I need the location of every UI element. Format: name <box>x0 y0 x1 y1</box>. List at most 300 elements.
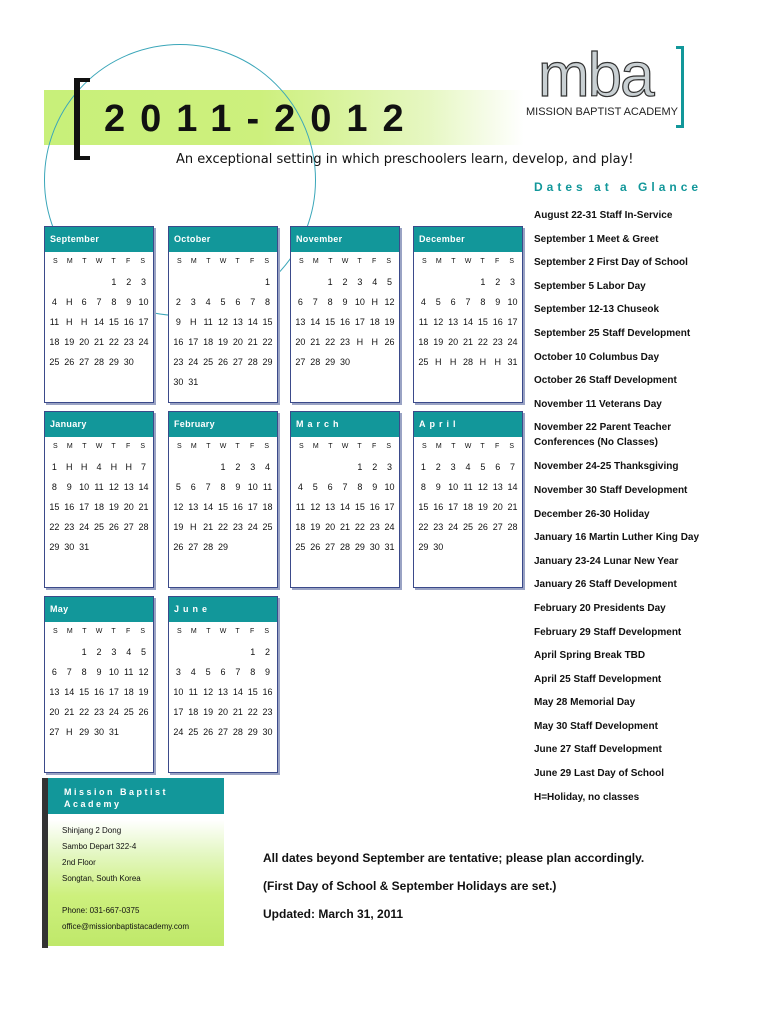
weekday-label: T <box>235 628 240 635</box>
glance-item: June 29 Last Day of School <box>534 768 665 780</box>
day-cell: 27 <box>325 542 336 552</box>
day-cell: 20 <box>492 502 503 512</box>
day-cell: 21 <box>232 707 243 717</box>
day-cell: 27 <box>492 522 503 532</box>
day-cell: 6 <box>450 297 456 307</box>
dates-list <box>534 206 730 811</box>
day-cell: 20 <box>79 337 90 347</box>
day-cell: 18 <box>369 317 380 327</box>
glance-item: August 22-31 Staff In-Service <box>534 210 673 221</box>
day-cell: 25 <box>462 522 473 532</box>
day-cell: 6 <box>327 482 333 492</box>
day-cell <box>201 642 216 662</box>
contact-line: Songtan, South Korea <box>62 874 141 883</box>
day-cell: 16 <box>232 502 243 512</box>
day-cell: 27 <box>232 357 243 367</box>
weekday-label: M <box>190 628 197 635</box>
day-cell: 3 <box>190 297 196 307</box>
glance-title: Dates at a Glance <box>534 180 703 194</box>
day-cell: 23 <box>492 337 503 347</box>
weekday-label: T <box>328 443 333 450</box>
day-cell: 29 <box>79 727 90 737</box>
day-cell: 4 <box>372 277 378 287</box>
weekday-label: S <box>140 443 146 450</box>
weekday-label: T <box>82 628 87 635</box>
glance-item: June 27 Staff Development <box>534 744 662 756</box>
day-cell: 17 <box>507 317 518 327</box>
glance-item: September 2 First Day of School <box>534 257 688 269</box>
day-cell: 8 <box>327 297 333 307</box>
day-cell: 15 <box>108 317 119 327</box>
day-cell: 29 <box>217 542 228 552</box>
day-cell: 18 <box>462 502 473 512</box>
day-cell <box>416 272 431 292</box>
weekday-header <box>291 256 399 268</box>
holiday-cell: H <box>356 337 364 347</box>
day-cell: 5 <box>312 482 318 492</box>
day-cell: 18 <box>123 687 134 697</box>
day-cell: 12 <box>477 482 488 492</box>
day-cell: 28 <box>138 522 149 532</box>
day-cell: 1 <box>420 462 426 472</box>
tagline: An exceptional setting in which preschoolers learn, develop, and play! <box>176 152 634 167</box>
day-cell: 15 <box>217 502 228 512</box>
day-cell: 12 <box>203 687 214 697</box>
day-cell: 9 <box>126 297 132 307</box>
weekday-label: S <box>176 443 182 450</box>
calendar-day-grid <box>169 642 277 742</box>
day-cell: 6 <box>235 297 241 307</box>
weekday-header <box>169 441 277 453</box>
day-cell <box>77 272 92 292</box>
day-cell: 5 <box>205 667 211 677</box>
day-cell: 21 <box>507 502 518 512</box>
day-cell: 5 <box>141 647 147 657</box>
day-cell: 14 <box>507 482 518 492</box>
holiday-cell: H <box>110 462 118 472</box>
day-cell: 28 <box>462 357 473 367</box>
day-cell <box>308 272 323 292</box>
holiday-cell: H <box>66 317 73 327</box>
weekday-label: M <box>312 443 319 450</box>
weekday-header <box>291 441 399 453</box>
day-cell: 6 <box>220 667 226 677</box>
day-cell: 23 <box>123 337 134 347</box>
day-cell: 2 <box>175 297 181 307</box>
calendar-september <box>44 226 154 403</box>
holiday-cell: H <box>125 462 132 472</box>
day-cell: 23 <box>433 522 444 532</box>
holiday-cell: H <box>494 357 501 367</box>
day-cell: 23 <box>93 707 104 717</box>
day-cell: 13 <box>295 317 306 327</box>
day-cell <box>47 272 62 292</box>
weekday-label: S <box>386 258 392 265</box>
weekday-label: F <box>249 628 255 635</box>
day-cell: 9 <box>265 667 271 677</box>
day-cell: 16 <box>433 502 444 512</box>
holiday-cell: H <box>66 297 73 307</box>
day-cell: 29 <box>247 727 258 737</box>
day-cell: 3 <box>387 462 393 472</box>
day-cell: 1 <box>480 277 486 287</box>
day-cell: 23 <box>339 337 350 347</box>
weekday-label: W <box>95 258 103 265</box>
weekday-label: W <box>95 628 103 635</box>
day-cell: 11 <box>262 482 273 492</box>
day-cell: 21 <box>203 522 214 532</box>
day-cell: 10 <box>384 482 395 492</box>
day-cell: 20 <box>49 707 60 717</box>
day-cell: 16 <box>492 317 503 327</box>
day-cell <box>230 642 245 662</box>
day-cell: 19 <box>217 337 228 347</box>
day-cell: 1 <box>51 462 57 472</box>
weekday-header <box>169 256 277 268</box>
day-cell: 24 <box>188 357 199 367</box>
weekday-label: F <box>371 258 377 265</box>
calendar-day-grid <box>45 457 153 557</box>
day-cell: 28 <box>203 542 214 552</box>
holiday-cell: H <box>190 522 197 532</box>
day-cell: 27 <box>295 357 306 367</box>
day-cell: 26 <box>138 707 149 717</box>
day-cell: 10 <box>247 482 258 492</box>
weekday-label: W <box>341 443 349 450</box>
calendar-month-name: November <box>291 227 399 252</box>
day-cell: 25 <box>123 707 134 717</box>
contact-line <box>62 890 189 906</box>
weekday-label: F <box>125 258 131 265</box>
note-tentative: All dates beyond September are tentative; please plan accordingly. <box>263 851 645 865</box>
weekday-label: T <box>82 258 87 265</box>
day-cell: 27 <box>49 727 60 737</box>
weekday-header <box>414 256 522 268</box>
holiday-cell: H <box>371 297 378 307</box>
day-cell: 12 <box>384 297 395 307</box>
day-cell: 16 <box>369 502 380 512</box>
day-cell: 1 <box>357 462 363 472</box>
calendar-month-name: September <box>45 227 153 252</box>
day-cell <box>201 457 216 477</box>
day-cell: 5 <box>220 297 226 307</box>
calendar-day-grid <box>169 272 277 392</box>
weekday-header <box>45 626 153 638</box>
weekday-label: W <box>219 628 227 635</box>
day-cell <box>293 272 308 292</box>
calendar-day-grid <box>414 272 522 372</box>
calendar-february <box>168 411 278 588</box>
day-cell: 14 <box>339 502 350 512</box>
holiday-cell: H <box>80 462 88 472</box>
calendar-october <box>168 226 278 403</box>
contact-address <box>62 826 189 938</box>
day-cell: 31 <box>507 357 518 367</box>
logo-bracket <box>676 46 684 128</box>
day-cell: 14 <box>462 317 473 327</box>
day-cell: 12 <box>310 502 321 512</box>
weekday-label: S <box>386 443 392 450</box>
holiday-cell: H <box>66 727 73 737</box>
logo-letters: mba <box>538 41 653 110</box>
day-cell: 16 <box>123 317 134 327</box>
day-cell: 19 <box>203 707 214 717</box>
day-cell: 6 <box>297 297 303 307</box>
day-cell: 19 <box>384 317 395 327</box>
day-cell: 9 <box>342 297 348 307</box>
day-cell: 21 <box>64 707 75 717</box>
day-cell: 31 <box>188 377 199 387</box>
day-cell: 3 <box>175 667 181 677</box>
weekday-label: T <box>235 443 240 450</box>
weekday-label: T <box>451 258 456 265</box>
day-cell: 18 <box>262 502 273 512</box>
weekday-label: T <box>206 258 211 265</box>
day-cell: 16 <box>262 687 273 697</box>
day-cell: 9 <box>175 317 181 327</box>
day-cell: 3 <box>510 277 516 287</box>
day-cell <box>230 272 245 292</box>
day-cell: 22 <box>418 522 429 532</box>
contact-line: Phone: 031-667-0375 <box>62 906 140 915</box>
glance-item: January 26 Staff Development <box>534 579 677 591</box>
glance-item: December 26-30 Holiday <box>534 508 650 520</box>
weekday-label: F <box>494 258 500 265</box>
day-cell: 7 <box>96 297 102 307</box>
day-cell: 4 <box>51 297 57 307</box>
day-cell: 6 <box>81 297 87 307</box>
day-cell <box>431 272 446 292</box>
calendar-june <box>168 596 278 773</box>
weekday-label: T <box>451 443 456 450</box>
day-cell: 8 <box>265 297 271 307</box>
day-cell: 14 <box>93 317 104 327</box>
academy-logo <box>512 41 688 132</box>
contact-line: 2nd Floor <box>62 858 96 867</box>
day-cell: 8 <box>111 297 117 307</box>
day-cell: 10 <box>173 687 184 697</box>
day-cell: 4 <box>126 647 132 657</box>
day-cell: 18 <box>418 337 429 347</box>
day-cell: 5 <box>435 297 441 307</box>
calendar-month-name: April <box>414 412 522 437</box>
weekday-label: T <box>111 258 116 265</box>
day-cell: 27 <box>188 542 199 552</box>
holiday-cell: H <box>66 462 73 472</box>
day-cell: 15 <box>477 317 488 327</box>
day-cell: 20 <box>232 337 243 347</box>
day-cell: 31 <box>79 542 90 552</box>
day-cell: 29 <box>262 357 273 367</box>
day-cell: 24 <box>247 522 258 532</box>
day-cell: 29 <box>325 357 336 367</box>
day-cell: 6 <box>190 482 196 492</box>
day-cell: 11 <box>94 482 104 492</box>
day-cell: 2 <box>235 462 241 472</box>
weekday-header <box>45 256 153 268</box>
contact-line: Sambo Depart 322-4 <box>62 842 137 851</box>
day-cell: 24 <box>384 522 395 532</box>
day-cell <box>186 642 201 662</box>
day-cell: 16 <box>339 317 350 327</box>
day-cell: 7 <box>312 297 318 307</box>
glance-item: February 20 Presidents Day <box>534 602 666 614</box>
day-cell: 22 <box>354 522 365 532</box>
day-cell: 12 <box>138 667 149 677</box>
day-cell: 11 <box>124 667 134 677</box>
weekday-label: T <box>111 443 116 450</box>
weekday-label: M <box>190 443 197 450</box>
day-cell: 13 <box>49 687 60 697</box>
weekday-label: F <box>249 443 255 450</box>
day-cell: 19 <box>477 502 488 512</box>
weekday-label: M <box>190 258 197 265</box>
day-cell: 17 <box>247 502 258 512</box>
day-cell: 7 <box>66 667 72 677</box>
day-cell: 14 <box>64 687 75 697</box>
day-cell: 31 <box>384 542 395 552</box>
day-cell: 12 <box>173 502 184 512</box>
calendar-day-grid <box>291 457 399 557</box>
weekday-label: F <box>125 443 131 450</box>
holiday-cell: H <box>479 357 487 367</box>
day-cell: 4 <box>465 462 471 472</box>
calendar-month-name: February <box>169 412 277 437</box>
day-cell: 15 <box>354 502 365 512</box>
weekday-label: S <box>52 258 58 265</box>
weekday-label: S <box>52 443 58 450</box>
day-cell: 1 <box>111 277 117 287</box>
day-cell: 17 <box>354 317 365 327</box>
day-cell: 24 <box>507 337 518 347</box>
glance-item: November 24-25 Thanksgiving <box>534 461 679 473</box>
day-cell: 30 <box>339 357 350 367</box>
day-cell: 2 <box>96 647 102 657</box>
day-cell: 25 <box>203 357 214 367</box>
day-cell: 20 <box>295 337 306 347</box>
day-cell: 17 <box>173 707 184 717</box>
holiday-cell: H <box>190 317 197 327</box>
day-cell: 25 <box>188 727 199 737</box>
day-cell: 10 <box>354 297 365 307</box>
day-cell: 8 <box>81 667 87 677</box>
day-cell: 17 <box>448 502 459 512</box>
day-cell: 28 <box>247 357 258 367</box>
day-cell: 26 <box>217 357 228 367</box>
day-cell: 29 <box>49 542 60 552</box>
day-cell: 3 <box>450 462 456 472</box>
weekday-label: T <box>206 443 211 450</box>
weekday-label: S <box>176 628 182 635</box>
day-cell: 4 <box>265 462 271 472</box>
day-cell: 9 <box>435 482 441 492</box>
day-cell <box>446 272 461 292</box>
day-cell: 9 <box>66 482 72 492</box>
day-cell: 5 <box>175 482 181 492</box>
glance-item: November 22 Parent Teacher Conferences (No Classes) <box>534 422 672 449</box>
day-cell: 26 <box>173 542 184 552</box>
day-cell: 22 <box>108 337 119 347</box>
day-cell: 22 <box>325 337 336 347</box>
day-cell: 27 <box>123 522 134 532</box>
day-cell <box>92 272 107 292</box>
day-cell <box>461 272 476 292</box>
weekday-label: T <box>82 443 87 450</box>
day-cell: 15 <box>247 687 258 697</box>
calendar-day-grid <box>45 642 153 742</box>
day-cell <box>62 272 77 292</box>
weekday-label: S <box>421 258 427 265</box>
day-cell: 22 <box>79 707 90 717</box>
day-cell: 3 <box>141 277 147 287</box>
weekday-label: S <box>264 628 270 635</box>
day-cell: 23 <box>173 357 184 367</box>
calendar-march <box>290 411 400 588</box>
holiday-cell: H <box>449 357 457 367</box>
day-cell: 16 <box>173 337 184 347</box>
glance-item: April Spring Break TBD <box>534 650 646 662</box>
day-cell: 15 <box>325 317 336 327</box>
day-cell: 15 <box>262 317 273 327</box>
contact-line: Shinjang 2 Dong <box>62 826 122 835</box>
day-cell: 20 <box>123 502 134 512</box>
day-cell: 26 <box>203 727 214 737</box>
weekday-header <box>45 441 153 453</box>
weekday-label: W <box>341 258 349 265</box>
day-cell: 18 <box>49 337 60 347</box>
day-cell: 7 <box>510 462 516 472</box>
day-cell: 20 <box>448 337 459 347</box>
day-cell: 26 <box>477 522 488 532</box>
day-cell: 8 <box>51 482 57 492</box>
day-cell: 8 <box>480 297 486 307</box>
weekday-label: S <box>421 443 427 450</box>
day-cell: 30 <box>369 542 380 552</box>
day-cell: 30 <box>433 542 444 552</box>
day-cell: 26 <box>310 542 321 552</box>
weekday-header <box>414 441 522 453</box>
day-cell: 28 <box>232 727 243 737</box>
day-cell: 22 <box>477 337 488 347</box>
weekday-label: M <box>312 258 319 265</box>
day-cell: 15 <box>49 502 60 512</box>
day-cell: 1 <box>265 277 271 287</box>
day-cell: 21 <box>462 337 473 347</box>
calendar-may <box>44 596 154 773</box>
day-cell: 17 <box>79 502 90 512</box>
glance-item: September 1 Meet & Greet <box>534 233 659 245</box>
glance-item: November 11 Veterans Day <box>534 398 662 410</box>
day-cell: 22 <box>262 337 273 347</box>
day-cell: 13 <box>492 482 503 492</box>
calendar-month-name: June <box>169 597 277 622</box>
day-cell: 9 <box>372 482 378 492</box>
contact-title: Mission Baptist Academy <box>48 778 224 814</box>
glance-item: H=Holiday, no classes <box>534 791 640 803</box>
calendar-april <box>413 411 523 588</box>
weekday-label: S <box>176 258 182 265</box>
day-cell <box>308 457 323 477</box>
weekday-label: T <box>480 443 485 450</box>
weekday-label: F <box>125 628 131 635</box>
glance-item: October 10 Columbus Day <box>534 351 660 363</box>
weekday-label: T <box>206 628 211 635</box>
weekday-label: M <box>435 258 442 265</box>
day-cell <box>201 272 216 292</box>
day-cell: 17 <box>188 337 199 347</box>
day-cell <box>171 642 186 662</box>
day-cell: 26 <box>64 357 75 367</box>
